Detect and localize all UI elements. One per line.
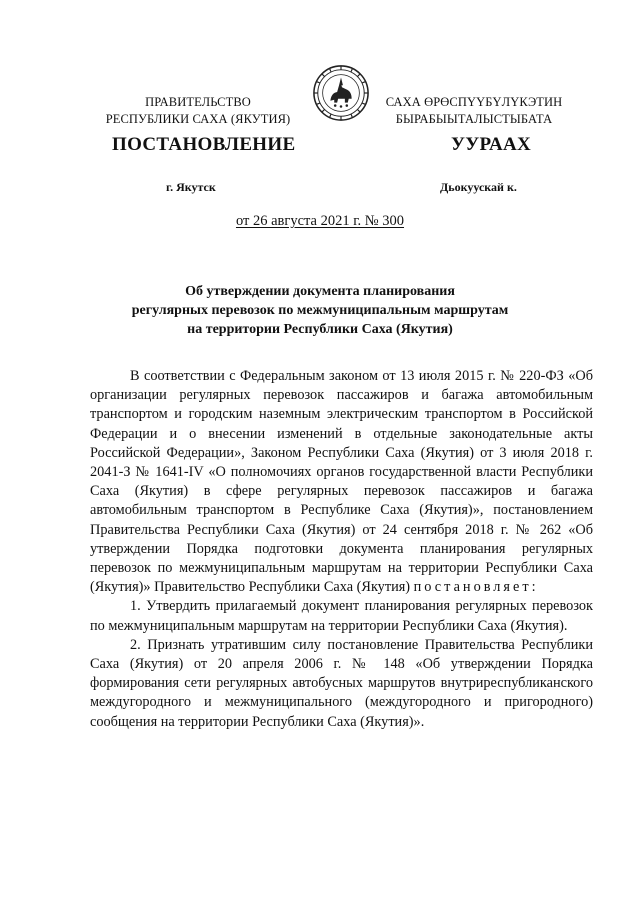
title-left: ПОСТАНОВЛЕНИЕ	[112, 134, 296, 155]
resolution-word: постановляет:	[413, 579, 539, 596]
document-title	[60, 282, 580, 339]
paragraph-preamble	[90, 367, 593, 597]
document-title-line1: Об утверждении документа планирования	[185, 284, 455, 299]
sakha-coat-of-arms-icon	[312, 64, 370, 122]
header-left	[88, 94, 308, 128]
document-body	[90, 367, 593, 732]
document-title-line2: регулярных перевозок по межмуниципальным маршрутам	[131, 303, 509, 318]
document-title-line3: на территории Республики Саха (Якутия)	[187, 322, 453, 337]
date-number: от 26 августа 2021 г. № 300	[235, 213, 405, 229]
date-line	[0, 213, 640, 230]
paragraph-item-2: 2. Признать утратившим силу постановление Правительства Республики Саха (Якутия) от 20 апреля 2006 г. № 148 «Об утверждении Порядка формирования сети регулярных автобусных маршрутов внутриреспубликанского междугородного и межмуниципального (междугородного и пригородного) сообщения на территории Республики Саха (Якутия)».	[90, 636, 593, 730]
header-left-line1: ПРАВИТЕЛЬСТВО	[145, 95, 251, 109]
paragraph-preamble-text: В соответствии с Федеральным законом от 13 июля 2015 г. № 220-ФЗ «Об организации регулярных перевозок пассажиров и багажа автомобильным транспортом и городским наземным электрическим транспортом в Российской Федерации и о внесении изменений в отдельные законодательные акты Российской Федерации», Законом Республики Саха (Якутия) от 3 июля 2018 г. 2041-З № 1641-IV «О полномочиях органов государственной власти Республики Саха (Якутия) в сфере регулярных перевозок пассажиров и багажа автомобильным транспортом в Республике Саха (Якутия)», постановлением Правительства Республики Саха (Якутия) от 24 сентября 2018 г. № 262 «Об утверждении Порядка подготовки документа планирования регулярных перевозок по межмуниципальным маршрутам на территории Республики Саха (Якутия)» Правительство Республики Саха (Якутия)	[90, 368, 593, 596]
city-left: г. Якутск	[166, 180, 216, 194]
header-right-line1: САХА ӨРӨСПҮҮБҮЛҮКЭТИН	[385, 95, 563, 109]
header-right-line2: БЫРАБЫЫТАЛЫСТЫБАТА	[395, 112, 553, 126]
paragraph-item-1: 1. Утвердить прилагаемый документ планирования регулярных перевозок по межмуниципальным маршрутам на территории Республики Саха (Якутия).	[90, 598, 593, 634]
title-right: УУРААХ	[451, 134, 532, 155]
city-right: Дьокуускай к.	[440, 180, 517, 194]
header-left-line2: РЕСПУБЛИКИ САХА (ЯКУТИЯ)	[105, 112, 291, 126]
header-right	[364, 94, 584, 128]
